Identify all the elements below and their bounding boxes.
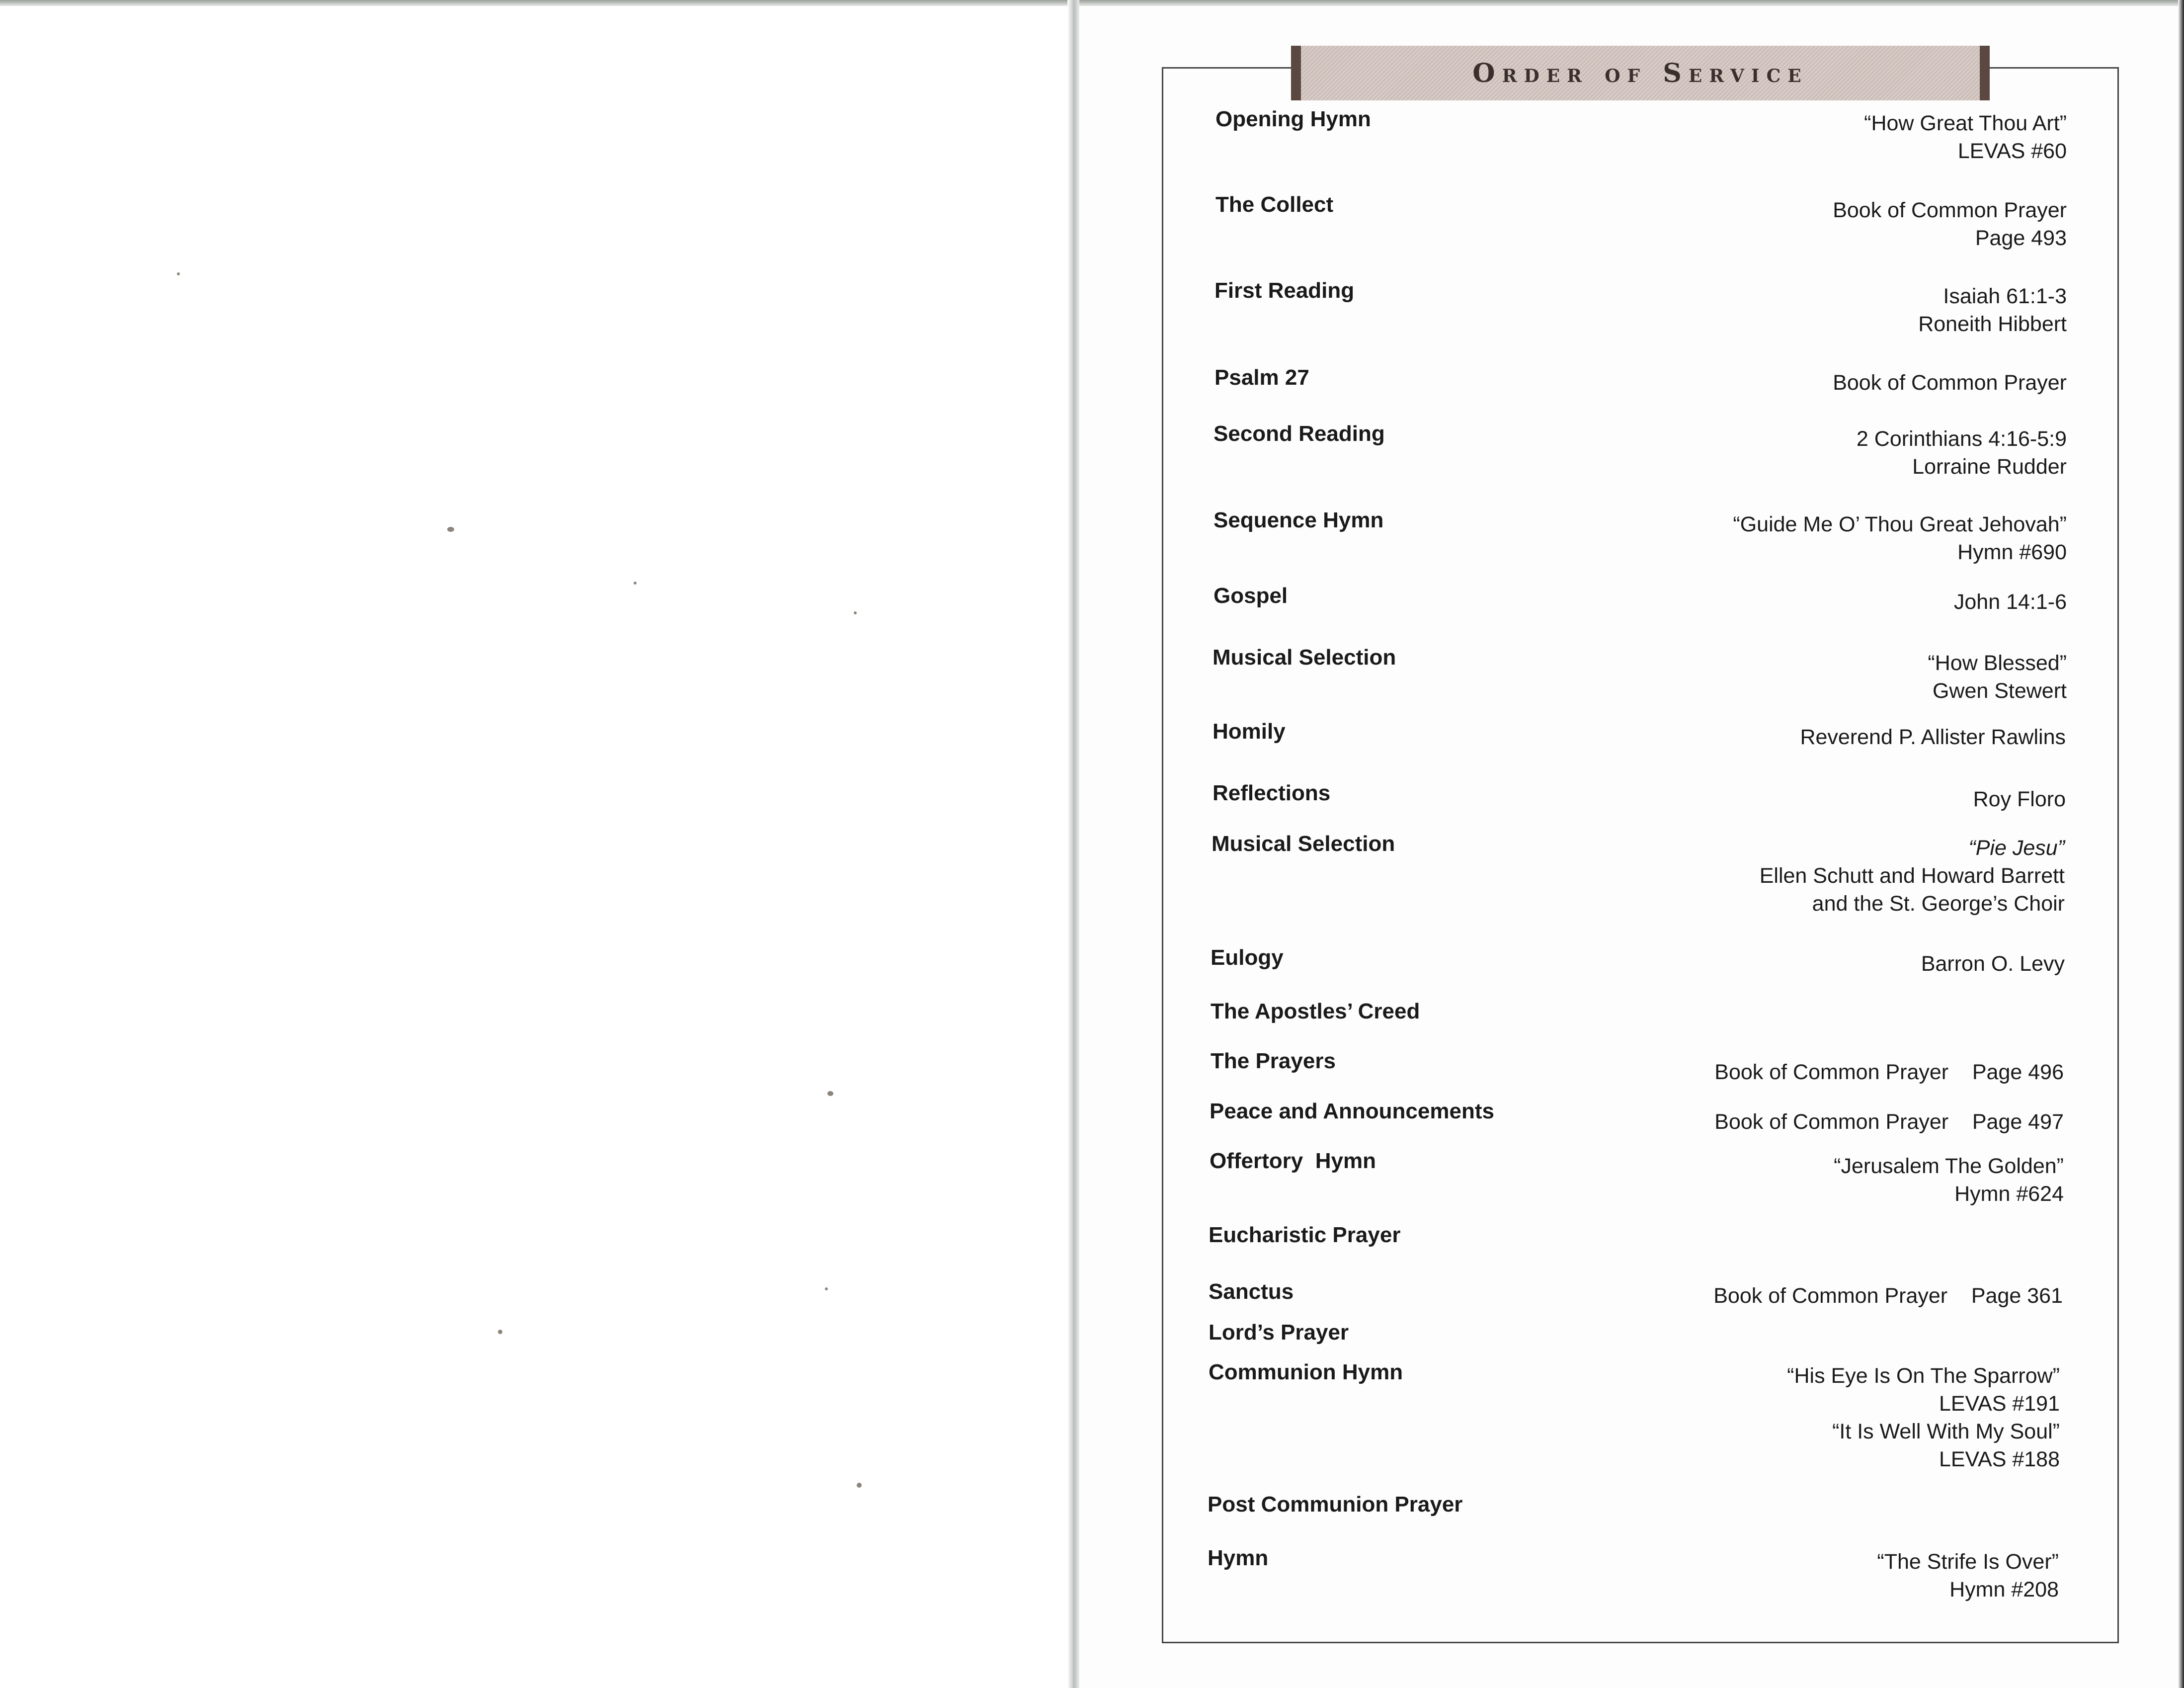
service-item-detail (1954, 588, 2067, 616)
service-item-label: Musical Selection (1213, 645, 1396, 670)
service-item-label: Homily (1213, 719, 1286, 744)
service-item-label: Post Communion Prayer (1208, 1492, 1463, 1517)
detail-line: “Pie Jesu” (1968, 836, 2065, 860)
detail-line: “It Is Well With My Soul” (1832, 1420, 2060, 1443)
service-item-detail (1973, 785, 2066, 813)
detail-line: “How Great Thou Art” (1864, 111, 2067, 135)
service-item-detail (1877, 1548, 2059, 1604)
detail-line: “Guide Me O’ Thou Great Jehovah” (1733, 512, 2067, 536)
service-item-label: The Collect (1215, 192, 1334, 217)
detail-line: Book of Common Prayer Page 361 (1713, 1284, 2063, 1308)
service-item-detail (1921, 950, 2065, 978)
detail-line: LEVAS #191 (1939, 1392, 2060, 1416)
detail-line: 2 Corinthians 4:16-5:9 (1856, 427, 2067, 451)
service-item-label: Communion Hymn (1209, 1360, 1403, 1384)
scan-top-edge (0, 0, 2184, 6)
detail-line: John 14:1-6 (1953, 590, 2067, 614)
paper-speck (634, 582, 637, 585)
detail-line: Isaiah 61:1-3 (1943, 284, 2067, 308)
service-item-label: Offertory Hymn (1210, 1149, 1376, 1173)
service-item-label: Musical Selection (1212, 832, 1395, 856)
service-item-label: Gospel (1213, 584, 1288, 608)
service-item-detail (1918, 282, 2067, 338)
service-item-detail (1864, 109, 2067, 165)
detail-line: Roy Floro (1973, 787, 2066, 811)
service-item-detail (1834, 1152, 2064, 1208)
detail-line: “Jerusalem The Golden” (1834, 1154, 2064, 1178)
service-item-label: Hymn (1208, 1546, 1269, 1570)
blank-left-page (0, 0, 1073, 1688)
scan-right-edge (2178, 0, 2184, 1688)
detail-line: and the St. George’s Choir (1812, 892, 2065, 916)
detail-line: Book of Common Prayer (1833, 371, 2067, 395)
page-title: Order of Service (1472, 58, 1808, 88)
service-item-label: Peace and Announcements (1210, 1099, 1494, 1123)
paper-speck (447, 527, 454, 532)
service-item-detail (1787, 1362, 2060, 1473)
service-item-detail (1760, 834, 2065, 918)
service-item-label: Lord’s Prayer (1209, 1320, 1349, 1345)
service-item-label: Sequence Hymn (1213, 508, 1384, 532)
paper-speck (854, 611, 857, 614)
detail-line: Barron O. Levy (1921, 952, 2065, 976)
detail-line: Book of Common Prayer Page 497 (1714, 1110, 2064, 1134)
detail-line: Roneith Hibbert (1918, 312, 2067, 336)
service-item-detail (1713, 1226, 2063, 1365)
service-item-label: Opening Hymn (1215, 107, 1371, 131)
detail-line: Ellen Schutt and Howard Barrett (1759, 864, 2065, 888)
paper-speck (857, 1483, 862, 1488)
service-item-label: Eucharistic Prayer (1209, 1223, 1401, 1247)
detail-line: “The Strife Is Over” (1877, 1550, 2059, 1574)
service-item-label: Psalm 27 (1214, 365, 1309, 390)
service-item-detail (1928, 649, 2067, 705)
detail-line: “How Blessed” (1928, 651, 2067, 675)
paper-speck (827, 1091, 833, 1096)
service-item-detail (1833, 196, 2067, 252)
service-item-label: Second Reading (1213, 422, 1385, 446)
detail-line: Hymn #624 (1954, 1182, 2064, 1206)
service-item-label: Reflections (1213, 781, 1331, 805)
service-item-label: Eulogy (1211, 945, 1284, 970)
service-item-detail (1800, 723, 2066, 751)
detail-line: Page 493 (1975, 226, 2067, 250)
paper-speck (177, 272, 180, 275)
detail-line: “His Eye Is On The Sparrow” (1787, 1364, 2060, 1388)
detail-line: LEVAS #60 (1957, 139, 2067, 163)
detail-line: Lorraine Rudder (1912, 455, 2067, 479)
detail-line: Gwen Stewert (1932, 679, 2067, 703)
detail-line: Reverend P. Allister Rawlins (1800, 725, 2066, 749)
banner-right-bar (1980, 46, 1990, 100)
paper-speck (498, 1330, 502, 1334)
detail-line: Book of Common Prayer (1833, 198, 2067, 222)
detail-line: LEVAS #188 (1939, 1447, 2060, 1471)
service-item-label: Sanctus (1209, 1279, 1294, 1304)
detail-line: Book of Common Prayer Page 496 (1714, 1060, 2064, 1084)
service-item-detail (1733, 510, 2067, 566)
booklet-spine (1067, 0, 1079, 1688)
detail-line: Hymn #208 (1949, 1578, 2059, 1602)
detail-line: Hymn #690 (1957, 540, 2067, 564)
paper-speck (825, 1287, 828, 1290)
title-banner (1291, 46, 1990, 100)
service-item-label: The Apostles’ Creed (1211, 999, 1420, 1023)
service-item-detail (1857, 425, 2067, 481)
service-item-label: The Prayers (1211, 1049, 1336, 1073)
service-item-label: First Reading (1214, 278, 1355, 303)
service-item-detail (1833, 369, 2067, 397)
banner-left-bar (1291, 46, 1301, 100)
